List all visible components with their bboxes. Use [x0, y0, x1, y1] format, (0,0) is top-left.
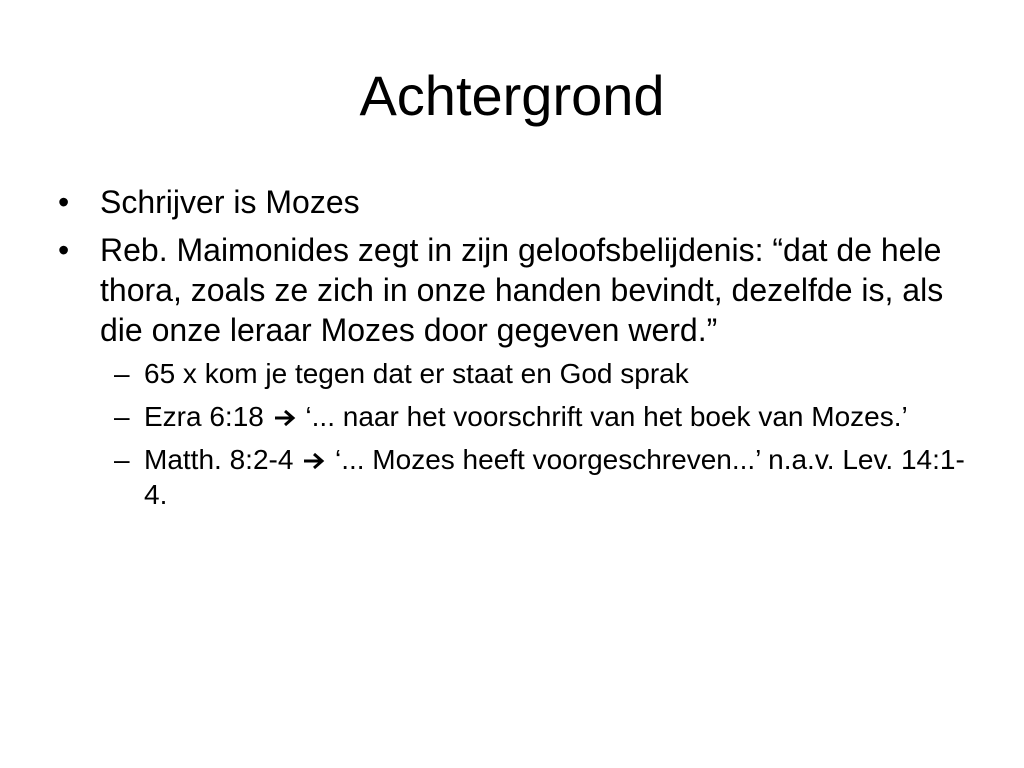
- bullet-symbol: •: [58, 184, 70, 220]
- sub-bullet-prefix: Ezra 6:18: [144, 401, 264, 432]
- sub-bullet-list: [100, 356, 978, 512]
- slide-body: [58, 182, 978, 520]
- sub-bullet-text: 65 x kom je tegen dat er staat en God sprak: [144, 358, 689, 389]
- sub-bullet-item: [100, 442, 978, 512]
- dash-symbol: –: [114, 358, 130, 389]
- bullet-text: Reb. Maimonides zegt in zijn geloofsbelijdenis: “dat de hele thora, zoals ze zich in onze handen bevindt, dezelfde is, als die onze leraar Mozes door gegeven werd.”: [100, 232, 944, 348]
- sub-bullet-prefix: Matth. 8:2-4: [144, 444, 294, 475]
- dash-symbol: –: [114, 444, 130, 475]
- sub-bullet-item: [100, 399, 978, 434]
- sub-bullet-item: [100, 356, 978, 391]
- slide-title: Achtergrond: [359, 64, 665, 127]
- dash-symbol: –: [114, 401, 130, 432]
- bullet-symbol: •: [58, 232, 70, 268]
- bullet-item: [58, 182, 978, 222]
- bullet-item: [58, 230, 978, 512]
- sub-bullet-suffix: ‘... naar het voorschrift van het boek van Mozes.’: [305, 401, 908, 432]
- bullet-text: Schrijver is Mozes: [100, 184, 360, 220]
- sub-bullet-suffix: ‘... Mozes heeft voorgeschreven...’ n.a.v. Lev. 14:1-4.: [144, 444, 965, 510]
- right-arrow-icon: [274, 408, 296, 428]
- bullet-list: [58, 182, 978, 512]
- right-arrow-icon: [303, 451, 325, 471]
